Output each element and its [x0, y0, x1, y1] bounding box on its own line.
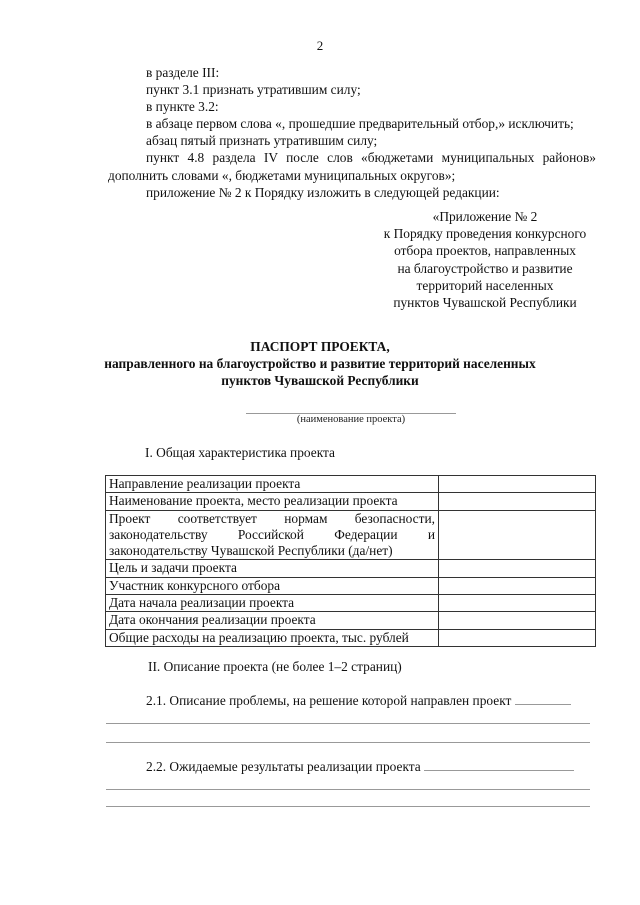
page-number: 2	[316, 38, 324, 53]
fill-line	[106, 742, 590, 743]
item-2-1-label: 2.1. Описание проблемы, на решение которой направлен проект	[146, 693, 512, 708]
table-row	[106, 595, 596, 612]
fill-line	[515, 704, 571, 705]
row-label: Проект соответствует нормам безопасности, законодательству Российской Федерации и законодательству Чувашской Республики (да/нет)	[106, 510, 439, 560]
paragraph: пункт 4.8 раздела IV после слов «бюджетами муниципальных районов» дополнить словами «, бюджетами муниципальных округов»;	[108, 150, 596, 183]
appendix-line: пунктов Чувашской Республики	[393, 295, 577, 311]
fill-line	[106, 723, 590, 724]
amendment-text	[108, 64, 596, 201]
passport-title-block	[90, 338, 550, 389]
paragraph: абзац пятый признать утратившим силу;	[146, 133, 378, 149]
table-row	[106, 510, 596, 560]
project-name-caption: (наименование проекта)	[296, 414, 406, 425]
appendix-line: отбора проектов, направленных	[394, 243, 576, 259]
passport-subtitle: пунктов Чувашской Республики	[221, 373, 419, 388]
table-row	[106, 629, 596, 646]
appendix-line: территорий населенных	[416, 277, 554, 293]
row-label: Общие расходы на реализацию проекта, тыс. рублей	[106, 629, 439, 646]
table-row	[106, 493, 596, 510]
appendix-line: «Приложение № 2	[432, 209, 538, 224]
row-label: Наименование проекта, место реализации проекта	[106, 493, 439, 510]
project-characteristics-table	[105, 475, 596, 647]
section-1-title: I. Общая характеристика проекта	[145, 445, 335, 460]
row-value	[439, 476, 596, 493]
row-value	[439, 493, 596, 510]
row-label: Направление реализации проекта	[106, 476, 439, 493]
row-value	[439, 629, 596, 646]
row-label: Дата начала реализации проекта	[106, 595, 439, 612]
passport-subtitle: направленного на благоустройство и развитие территорий населенных	[104, 356, 536, 371]
section-2-title: II. Описание проекта (не более 1–2 страниц)	[148, 659, 402, 674]
fill-line	[424, 770, 574, 771]
table-row	[106, 612, 596, 629]
table-row	[106, 560, 596, 577]
passport-title: ПАСПОРТ ПРОЕКТА,	[250, 339, 390, 354]
row-value	[439, 595, 596, 612]
row-label: Участник конкурсного отбора	[106, 577, 439, 594]
row-value	[439, 560, 596, 577]
paragraph: пункт 3.1 признать утратившим силу;	[146, 82, 361, 98]
row-value	[439, 577, 596, 594]
row-label: Цель и задачи проекта	[106, 560, 439, 577]
item-2-1	[146, 693, 571, 709]
appendix-header	[360, 208, 610, 311]
row-label: Дата окончания реализации проекта	[106, 612, 439, 629]
paragraph: в абзаце первом слова «, прошедшие предварительный отбор,» исключить;	[146, 116, 574, 132]
fill-line	[106, 789, 590, 790]
row-value	[439, 612, 596, 629]
appendix-line: к Порядку проведения конкурсного	[383, 226, 587, 242]
paragraph: приложение № 2 к Порядку изложить в следующей редакции:	[146, 184, 500, 200]
fill-line	[106, 806, 590, 807]
item-2-2	[146, 759, 574, 775]
table-row	[106, 577, 596, 594]
paragraph: в пункте 3.2:	[146, 99, 219, 115]
appendix-line: на благоустройство и развитие	[397, 260, 573, 276]
row-value	[439, 510, 596, 560]
paragraph: в разделе III:	[146, 65, 220, 80]
item-2-2-label: 2.2. Ожидаемые результаты реализации проекта	[146, 759, 421, 774]
table-row	[106, 476, 596, 493]
